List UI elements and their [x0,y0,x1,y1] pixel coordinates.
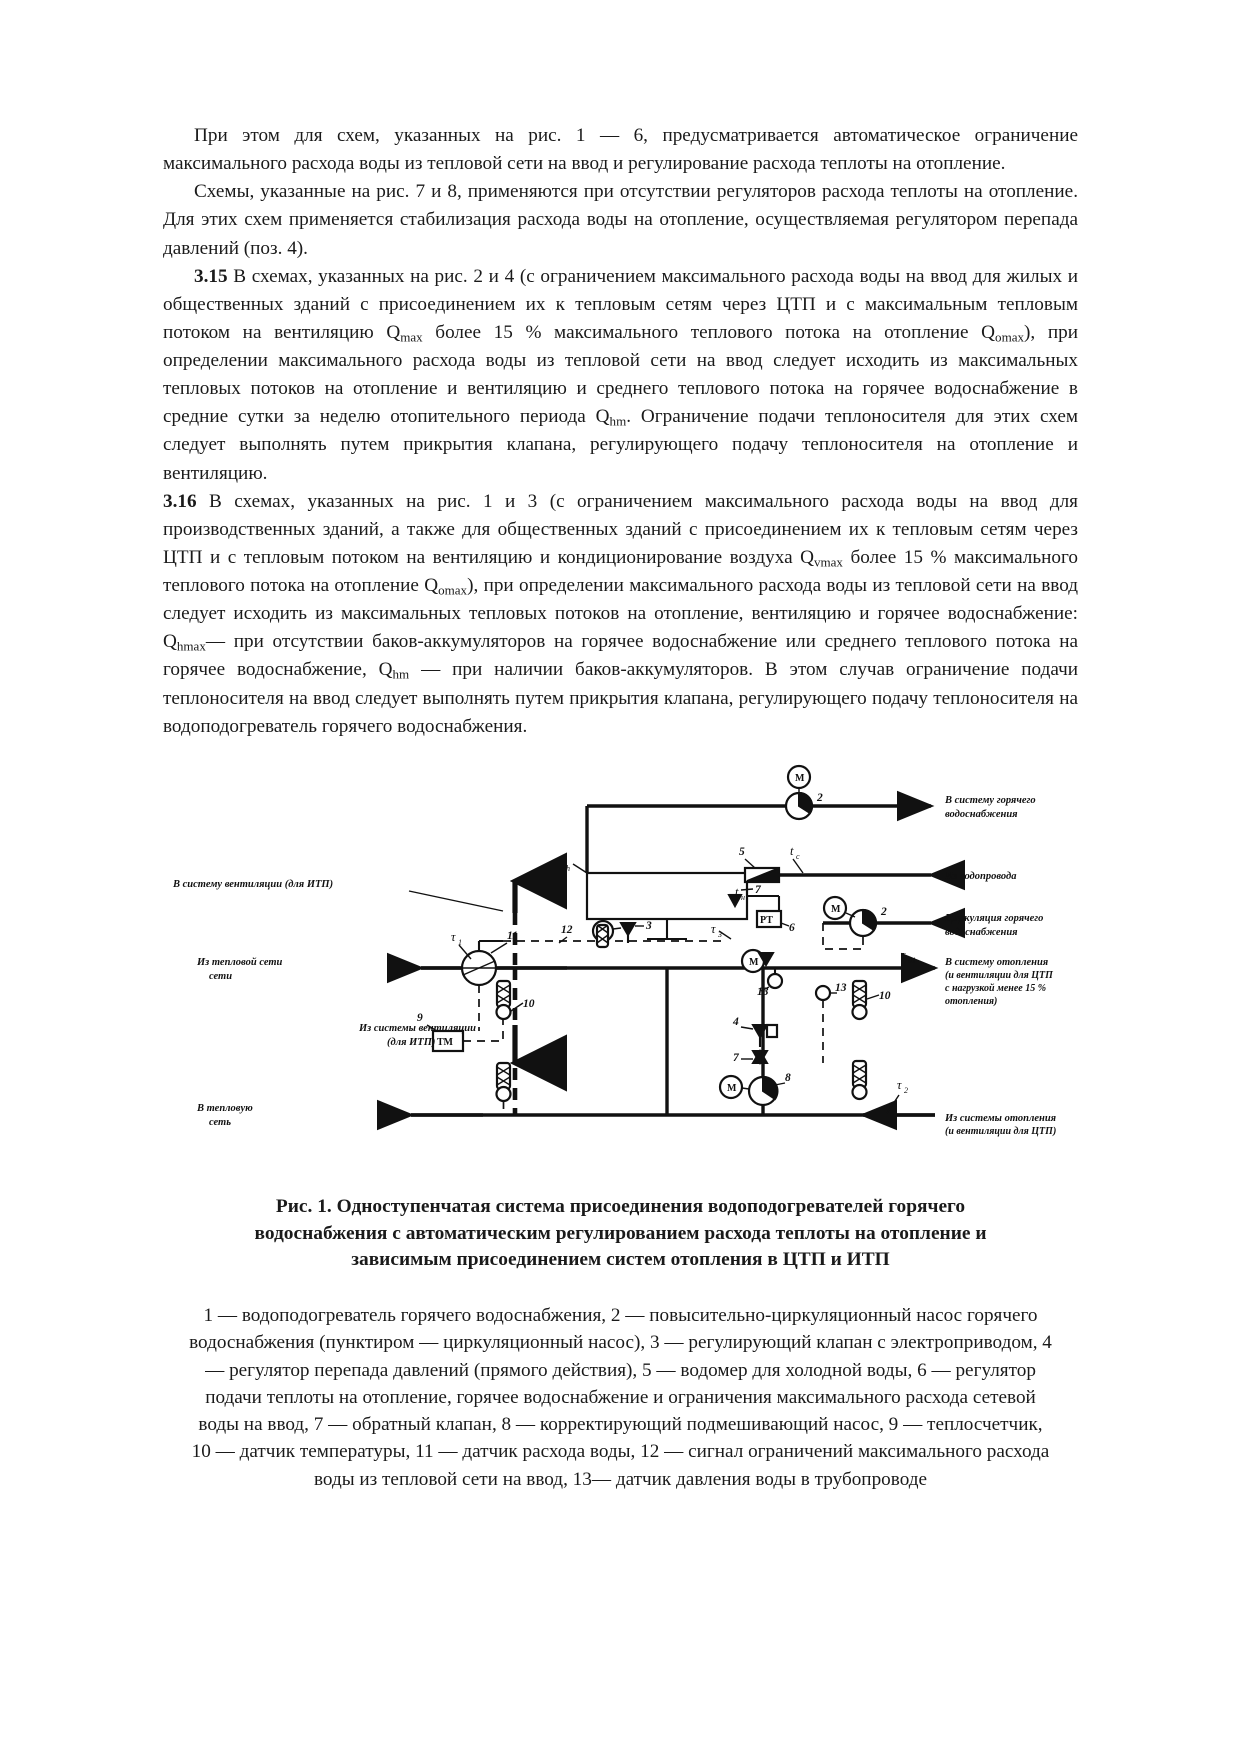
pressure-sensor-13b [816,986,830,1000]
paragraph-text: более 15 % максимального теплового потока на отопление Q [163,546,1078,596]
regulator-symbol: РТ [760,914,773,926]
label-tc: t [790,843,794,858]
position-9: 9 [417,1011,423,1024]
label-tau1-sub: 1 [458,937,462,947]
figure-caption: Рис. 1. Одноступенчатая система присоединения водоподогревателей горячего водоснабжения с автоматическим регулированием расхода теплоты на отопление и зависимым присоединением систем отопления в ЦТП и ИТП [254,1195,987,1271]
position-10-right: 10 [879,989,891,1002]
label-to-network-1: В тепловую [197,1102,253,1114]
motor-symbol-top: М [795,772,805,784]
label-th-sub: h [566,863,570,873]
temperature-sensor-10-left [497,981,511,1019]
temperature-sensor-bottom-right [853,1061,867,1099]
paragraph-text: В схемах, указанных на рис. 1 и 3 (с ограничением максимального расхода воды на ввод для производственных зданий, а также для общественных зданий с присоединением их к тепловым сетям через ЦТП и с тепловым потоком на вентиляцию и кондиционирование воздуха Q [163,490,1078,568]
label-tau3-sub: 3 [718,929,722,939]
sensor-pair-exchanger [597,925,608,947]
subscript-qvmax: vmax [813,554,843,570]
motor-symbol-circ: М [831,903,841,915]
subscript-qmax: max [400,329,423,345]
label-tau3: τ [711,921,716,936]
paragraph-text: В схемах, указанных на рис. 2 и 4 (с ограничением максимального расхода воды на ввод для жилых и общественных зданий с присоединением их к тепловым сетям через ЦТП и с максимальным тепловым потоком на вентиляцию Q [163,265,1078,343]
label-circulation-2: водоснабжения [945,926,1018,938]
position-5: 5 [739,845,745,858]
paragraph-text: — при отсутствии баков-аккумуляторов на горячее водоснабжение или среднего теплового потока на горячее водоснабжение, Q [163,631,1078,681]
subscript-qhm-2: hm [392,667,410,683]
label-from-heating-1: Из системы отопления [945,1112,1057,1124]
label-tc-sub: c [796,851,800,861]
body-text-block [163,122,1078,741]
pressure-sensor-13a [768,968,782,988]
position-13-right: 13 [835,981,847,994]
clause-number-3-15: 3.15 [194,265,228,287]
label-tau2-sub: 2 [904,1085,908,1095]
label-to-heating-4: отопления) [945,995,998,1007]
temperature-sensor-bottom-left [497,1063,511,1101]
label-from-heating-2: (и вентиляции для ЦТП) [945,1125,1057,1137]
label-to-heating-3: с нагрузкой менее 15 % [945,982,1047,994]
heating-scheme-svg [163,763,1078,1178]
label-circulation-1: Циркуляция горячего [945,912,1044,924]
position-7-upper: 7 [755,883,761,896]
paragraph-text: При этом для схем, указанных на рис. 1 — 6, предусматривается автоматическое ограничение максимального расхода воды из тепловой сети на ввод и регулирование расхода теплоты на отопление. [163,125,1078,175]
page-content [163,122,1078,1493]
temperature-sensor-10-right [853,981,867,1019]
subscript-qomax: omax [995,329,1025,345]
paragraph-intro-1 [163,122,1078,178]
clause-number-3-16: 3.16 [163,490,197,512]
label-to-heating-1: В систему отопления [945,956,1049,968]
label-from-vent-1: Из системы вентиляции [359,1022,476,1034]
position-8: 8 [785,1071,791,1084]
position-11: 11 [507,929,518,942]
label-th: t [559,855,563,870]
position-2-circ: 2 [881,905,887,918]
subscript-qhm: hm [609,413,627,429]
label-from-network-1: Из тепловой сети [197,956,283,968]
subscript-qomax-2: omax [438,582,468,598]
label-tn: t [735,884,739,899]
paragraph-text: ), при определении максимального расхода воды из тепловой сети на ввод следует исходить из максимальных тепловых потоков на отопление, вентиляцию и горячее водоснабжение: Q [163,575,1079,653]
paragraph-3-16 [163,488,1078,741]
position-10-left: 10 [523,997,535,1010]
label-from-vent-2: (для ИТП) [387,1036,436,1048]
label-tau1: τ [451,929,456,944]
label-from-network-2: сети [209,970,233,982]
motor-symbol-main: М [749,956,759,968]
position-13-left: 13 [757,985,769,998]
paragraph-text: более 15 % максимального теплового потока на отопление Q [422,321,996,343]
label-from-water-main: Из водопровода [945,870,1017,882]
label-tau01-sub: 01 [908,955,916,965]
position-4: 4 [733,1015,739,1028]
label-to-hotwater-1: В систему горячего [945,794,1036,806]
paragraph-text: . Ограничение подачи теплоносителя для этих схем следует выполнять путем прикрытия клапана, регулирующего подачу теплоносителя на отопление и вентиляцию. [163,406,1078,484]
label-tau2: τ [897,1077,902,1092]
paragraph-3-15 [163,263,1078,488]
paragraph-intro-2 [163,178,1078,262]
position-7-lower: 7 [733,1051,739,1064]
position-12: 12 [561,923,573,936]
label-to-network-2: сеть [209,1116,232,1128]
heat-meter-symbol: ТМ [437,1036,453,1048]
label-tau01: τ [901,947,906,962]
subscript-qhmax: hmax [176,638,206,654]
label-to-heating-2: (и вентиляции для ЦТП [945,969,1053,981]
paragraph-text: Схемы, указанные на рис. 7 и 8, применяются при отсутствии регуляторов расхода теплоты на отопление. Для этих схем применяется стабилизация расхода воды на отопление, осуществляемая регулятором перепада давлений (поз. 4). [163,181,1078,259]
motor-symbol-pump8: М [727,1082,737,1094]
label-vent-itp: В систему вентиляции (для ИТП) [173,878,334,890]
paragraph-text: ), при определении максимального расхода воды из тепловой сети на ввод следует исходить из максимальных тепловых потоков на отопление и вентиляцию и среднего теплового потока на горячее водоснабжение в средние сутки за неделю отопительного периода Q [163,321,1078,428]
position-3: 3 [646,919,652,932]
position-2-top: 2 [817,791,823,804]
label-to-hotwater-2: водоснабжения [945,808,1018,820]
figure-diagram [163,763,1078,1178]
figure-legend: 1 — водоподогреватель горячего водоснабжения, 2 — повысительно-циркуляционный насос горячего водоснабжения (пунктиром — циркуляционный насос), 3 — регулирующий клапан с электроприводом, 4 — регулятор перепада давлений (прямого действия), 5 — водомер для холодной воды, 6 — регулятор подачи теплоты на отопление, горячее водоснабжение и ограничения максимального расхода сетевой воды на ввод, 7 — обратный клапан, 8 — корректирующий подмешивающий насос, 9 — теплосчетчик, 10 — датчик температуры, 11 — датчик расхода воды, 12 — сигнал ограничений максимального расхода воды из тепловой сети на ввод, 13— датчик давления воды в трубопроводе [189,1305,1052,1490]
position-6: 6 [789,921,795,934]
label-tn-sub: н [741,892,745,902]
paragraph-text: — при наличии баков-аккумуляторов. В этом случав ограничение подачи теплоносителя на ввод следует выполнять путем прикрытия клапана, регулирующего подачу теплоносителя на водоподогреватель горячего водоснабжения. [163,659,1079,737]
